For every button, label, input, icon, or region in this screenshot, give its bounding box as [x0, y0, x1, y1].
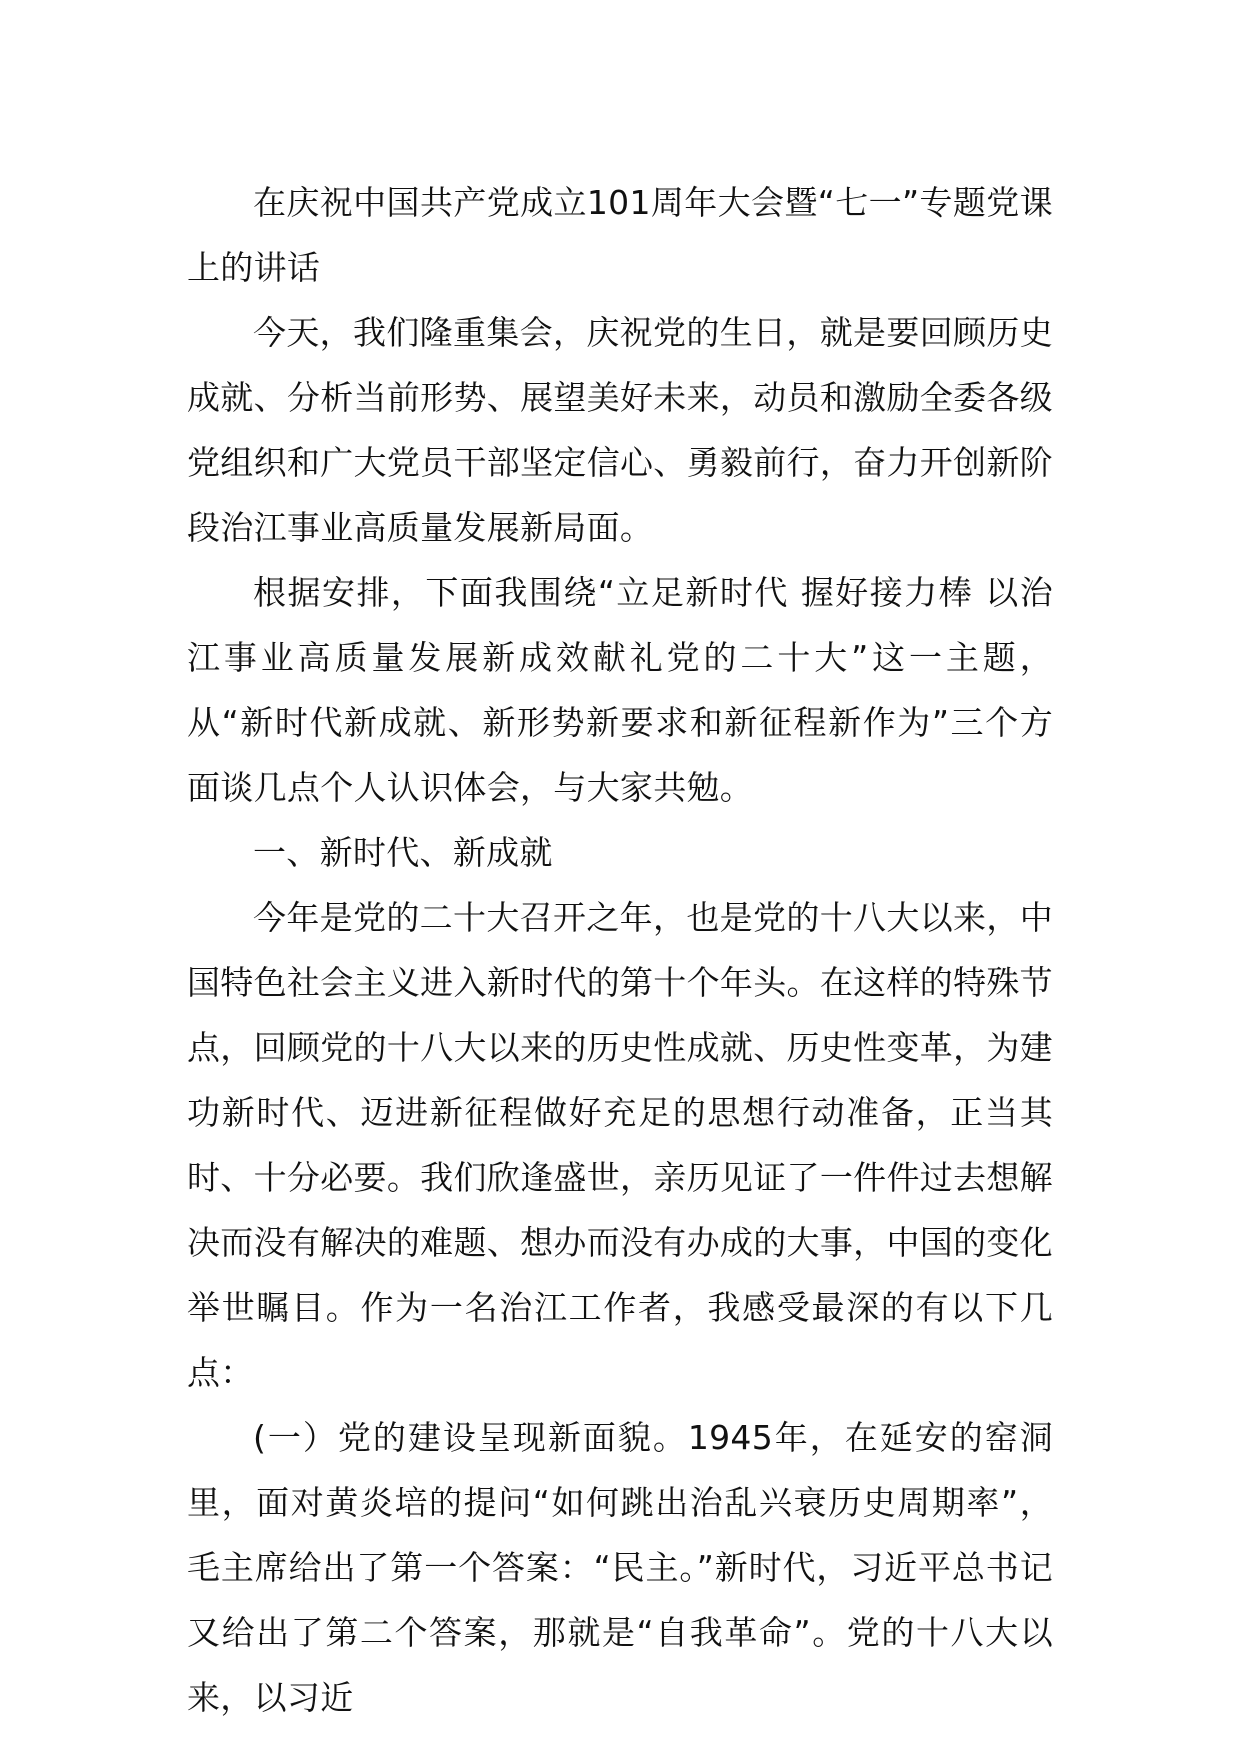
document-title: 在庆祝中国共产党成立101周年大会暨“七一”专题党课上的讲话 [187, 183, 1053, 287]
paragraph-new-era: 今年是党的二十大召开之年，也是党的十八大以来，中国特色社会主义进入新时代的第十个年头。在这样的特殊节点，回顾党的十八大以来的历史性成就、历史性变革，为建功新时代、迈进新征程做好充足的思想行动准备，正当其时、十分必要。我们欣逢盛世，亲历见证了一件件过去想解决而没有解决的难题、想办而没有办成的大事，中国的变化举世瞩目。作为一名治江工作者，我感受最深的有以下几点： [187, 898, 1053, 1392]
paragraph-party-building: (一）党的建设呈现新面貌。1945年，在延安的窑洞里，面对黄炎培的提问“如何跳出治乱兴衰历史周期率”，毛主席给出了第一个答案：“民主。”新时代，习近平总书记又给出了第二个答案，那就是“自我革命”。党的十八大以来，以习近 [187, 1418, 1053, 1717]
paragraph-opening: 今天，我们隆重集会，庆祝党的生日，就是要回顾历史成就、分析当前形势、展望美好未来，动员和激励全委各级党组织和广大党员干部坚定信心、勇毅前行，奋力开创新阶段治江事业高质量发展新局面。 [187, 313, 1053, 547]
paragraph-theme: 根据安排，下面我围绕“立足新时代 握好接力棒 以治江事业高质量发展新成效献礼党的二十大”这一主题，从“新时代新成就、新形势新要求和新征程新作为”三个方面谈几点个人认识体会，与大家共勉。 [187, 573, 1053, 807]
section-heading: 一、新时代、新成就 [253, 833, 553, 872]
document-body [187, 170, 1053, 1730]
